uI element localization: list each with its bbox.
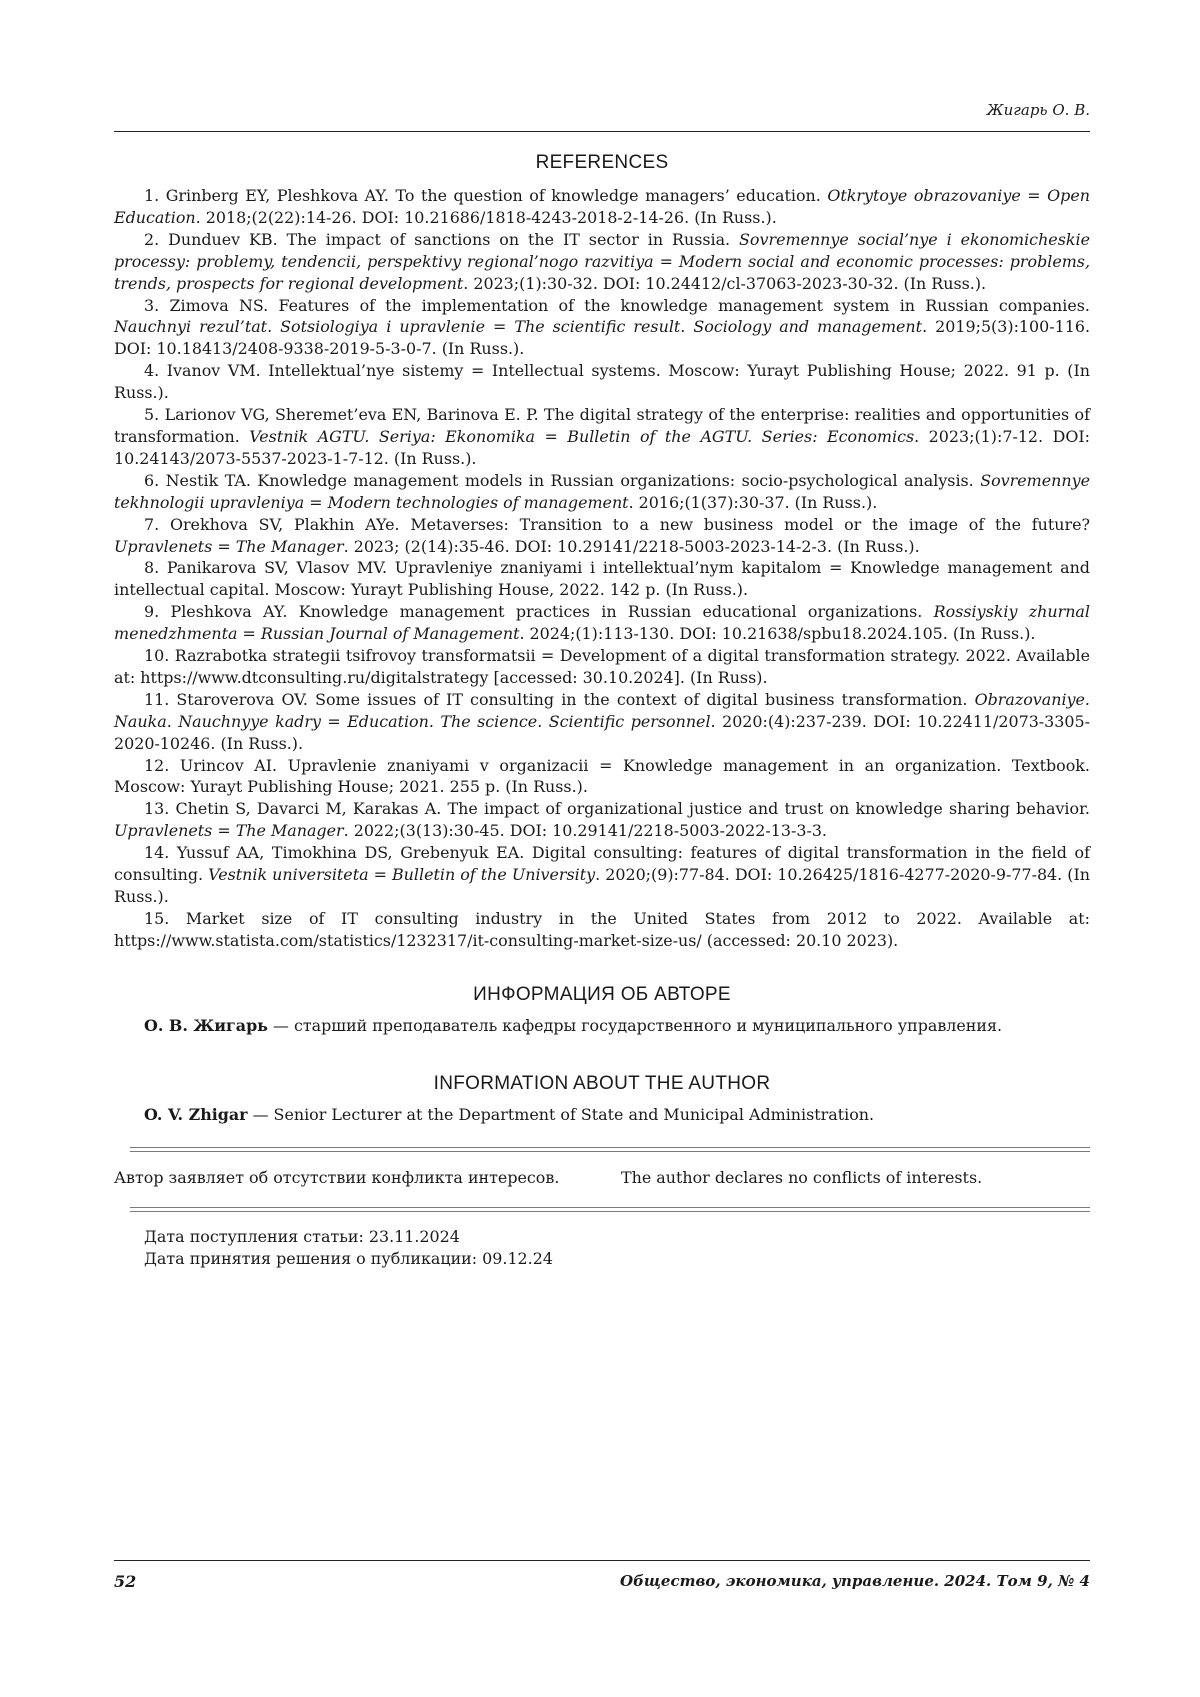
reference-number: 14.: [144, 843, 170, 863]
reference-details: . 2016;(1(37):30-37. (In Russ.).: [628, 492, 878, 512]
author-name-en: O. V. Zhigar: [144, 1105, 248, 1124]
reference-details: . 2020;(9):77-84. DOI: 10.26425/1816-4277-2020-9-77-84. (In Russ.).: [114, 865, 1090, 906]
reference-item: [114, 798, 1090, 842]
reference-details: . 2023;(1):7-12. DOI: 10.24143/2073-5537-2023-1-7-12. (In Russ.).: [114, 426, 1090, 468]
reference-item: [114, 360, 1090, 404]
references-title: REFERENCES: [535, 152, 669, 173]
reference-text: Dunduev KB. The impact of sanctions on the IT sector in Russia.: [168, 229, 740, 249]
reference-text: Staroverova OV. Some issues of IT consulting in the context of digital business transformation.: [176, 689, 975, 709]
page-number: 52: [114, 1572, 137, 1591]
author-info-en-title: INFORMATION ABOUT THE AUTHOR: [433, 1073, 771, 1094]
reference-number: 10.: [144, 646, 170, 666]
reference-text: Orekhova SV, Plakhin AYe. Metaverses: Transition to a new business model or the image of the future?: [169, 514, 1090, 534]
reference-source: Upravlenets = The Manager: [114, 536, 344, 556]
article-dates: [144, 1226, 553, 1270]
reference-number: 15.: [144, 908, 170, 928]
reference-number: 1.: [144, 186, 160, 205]
reference-source: Sovremennye social’nye i ekonomicheskie processy: problemy, tendencii, perspektivy regional’nogo razvitiya = Modern social and economic processes: problems, trends, prospects for regional development: [114, 229, 1090, 293]
reference-text: Urincov AI. Upravlenie znaniyami v organizacii = Knowledge management in an organization. Textbook. Moscow: Yurayt Publishing House; 2021. 255 p. (In Russ.).: [114, 755, 1090, 797]
reference-text: Zimova NS. Features of the implementation of the knowledge management system in Russian companies.: [169, 295, 1090, 315]
reference-source: Sovremennye tekhnologii upravleniya = Modern technologies of management: [114, 470, 1090, 512]
reference-text: Razrabotka strategii tsifrovoy transformatsii = Development of a digital transformation strategy. 2022. Available at: https://www.dtconsulting.ru/digitalstrategy [accessed: 30.10.2024]. (In Russ).: [114, 646, 1090, 687]
reference-source: Upravlenets = The Manager: [114, 821, 344, 841]
reference-source: Vestnik AGTU. Seriya: Ekonomika = Bulletin of the AGTU. Series: Economics: [249, 426, 915, 446]
conflict-statement-ru: Автор заявляет об отсутствии конфликта интересов.: [114, 1168, 560, 1187]
reference-number: 11.: [144, 689, 170, 709]
reference-details: . 2018;(2(22):14-26. DOI: 10.21686/1818-4243-2018-2-14-26. (In Russ.).: [195, 207, 777, 227]
reference-number: 3.: [144, 295, 160, 315]
reference-text: Yussuf AA, Timokhina DS, Grebenyuk EA. Digital consulting: features of digital transformation in the field of consulting.: [114, 843, 1090, 885]
reference-item: [114, 514, 1090, 558]
reference-number: 5.: [144, 405, 160, 425]
date-received: Дата поступления статьи: 23.11.2024: [144, 1227, 460, 1246]
reference-source: Nauchnyi rezul’tat. Sotsiologiya i upravlenie = The scientific result. Sociology and management: [114, 317, 923, 337]
reference-item: [114, 908, 1090, 952]
reference-item: [114, 557, 1090, 601]
reference-text: Panikarova SV, Vlasov MV. Upravleniye znaniyami i intellektual’nym kapitalom = Knowledge management and intellectual capital. Moscow: Yurayt Publishing House, 2022. 142 p. (In Russ.).: [114, 558, 1090, 600]
reference-item: [114, 689, 1090, 755]
reference-item: [114, 842, 1090, 908]
reference-text: Grinberg EY, Pleshkova AY. To the question of knowledge managers’ education.: [165, 186, 828, 205]
reference-text: Market size of IT consulting industry in the United States from 2012 to 2022. Available at: https://www.statista.com/statistics/1232317/it-consulting-market-size-us/ (accessed: 20.10 2023).: [114, 908, 1090, 950]
author-position-ru: — старший преподаватель кафедры государственного и муниципального управления.: [267, 1016, 1003, 1035]
reference-source: Obrazovaniye. Nauka. Nauchnyye kadry = Education. The science. Scientific personnel: [114, 689, 1090, 731]
reference-details: . 2022;(3(13):30-45. DOI: 10.29141/2218-5003-2022-13-3-3.: [343, 821, 827, 841]
date-accepted: Дата принятия решения о публикации: 09.12.24: [144, 1248, 553, 1268]
journal-title: Общество, экономика, управление. 2024. Том 9, № 4: [620, 1572, 1090, 1590]
reference-item: [114, 601, 1090, 645]
reference-item: [114, 295, 1090, 361]
reference-number: 9.: [144, 602, 160, 622]
reference-details: . 2024;(1):113-130. DOI: 10.21638/spbu18.2024.105. (In Russ.).: [519, 624, 1036, 644]
author-info-ru: [144, 1016, 1090, 1035]
reference-number: 12.: [144, 755, 170, 775]
footer-rule: [114, 1560, 1090, 1561]
reference-text: Ivanov VM. Intellektual’nye sistemy = Intellectual systems. Moscow: Yurayt Publishing House; 2022. 91 p. (In Russ.).: [114, 361, 1090, 403]
reference-text: Nestik TA. Knowledge management models in Russian organizations: socio-psychological analysis.: [165, 470, 981, 490]
reference-number: 4.: [144, 361, 160, 381]
reference-details: . 2023;(1):30-32. DOI: 10.24412/cl-37063-2023-30-32. (In Russ.).: [463, 273, 987, 293]
reference-text: Larionov VG, Sheremet’eva EN, Barinova E. P. The digital strategy of the enterprise: realities and opportunities of transformation.: [114, 405, 1090, 446]
reference-number: 7.: [144, 514, 160, 534]
reference-list: [114, 185, 1090, 952]
reference-number: 2.: [144, 229, 160, 249]
reference-number: 6.: [144, 470, 160, 490]
reference-item: [114, 404, 1090, 470]
running-head: Жигарь О. В.: [986, 101, 1090, 119]
reference-source: Vestnik universiteta = Bulletin of the University: [208, 865, 596, 885]
header-rule: [114, 131, 1090, 132]
reference-details: . 2023; (2(14):35-46. DOI: 10.29141/2218-5003-2023-14-2-3. (In Russ.).: [343, 536, 920, 556]
conflict-rule-top: [130, 1147, 1090, 1152]
reference-item: [114, 470, 1090, 514]
conflict-rule-bottom: [130, 1207, 1090, 1212]
reference-source: Otkrytoye obrazovaniye = Open Education: [114, 186, 1090, 227]
author-info-ru-title: ИНФОРМАЦИЯ ОБ АВТОРЕ: [473, 984, 731, 1005]
reference-details: . 2019;5(3):100-116. DOI: 10.18413/2408-9338-2019-5-3-0-7. (In Russ.).: [114, 317, 1091, 359]
author-position-en: — Senior Lecturer at the Department of State and Municipal Administration.: [247, 1105, 875, 1124]
author-name-ru: О. В. Жигарь: [144, 1016, 268, 1035]
reference-item: [114, 229, 1090, 295]
reference-text: Pleshkova AY. Knowledge management practices in Russian educational organizations.: [170, 602, 934, 622]
conflict-statement-en: The author declares no conflicts of interests.: [621, 1168, 983, 1187]
reference-text: Chetin S, Davarci M, Karakas A. The impact of organizational justice and trust on knowledge sharing behavior.: [175, 799, 1090, 819]
reference-number: 13.: [144, 799, 170, 819]
reference-item: [114, 185, 1090, 229]
reference-item: [114, 755, 1090, 799]
reference-details: . 2020:(4):237-239. DOI: 10.22411/2073-3305-2020-10246. (In Russ.).: [114, 711, 1090, 753]
reference-source: Rossiyskiy zhurnal menedzhmenta = Russian Journal of Management: [114, 602, 1090, 644]
reference-item: [114, 645, 1090, 689]
reference-number: 8.: [144, 558, 160, 578]
author-info-en: [144, 1105, 1090, 1124]
